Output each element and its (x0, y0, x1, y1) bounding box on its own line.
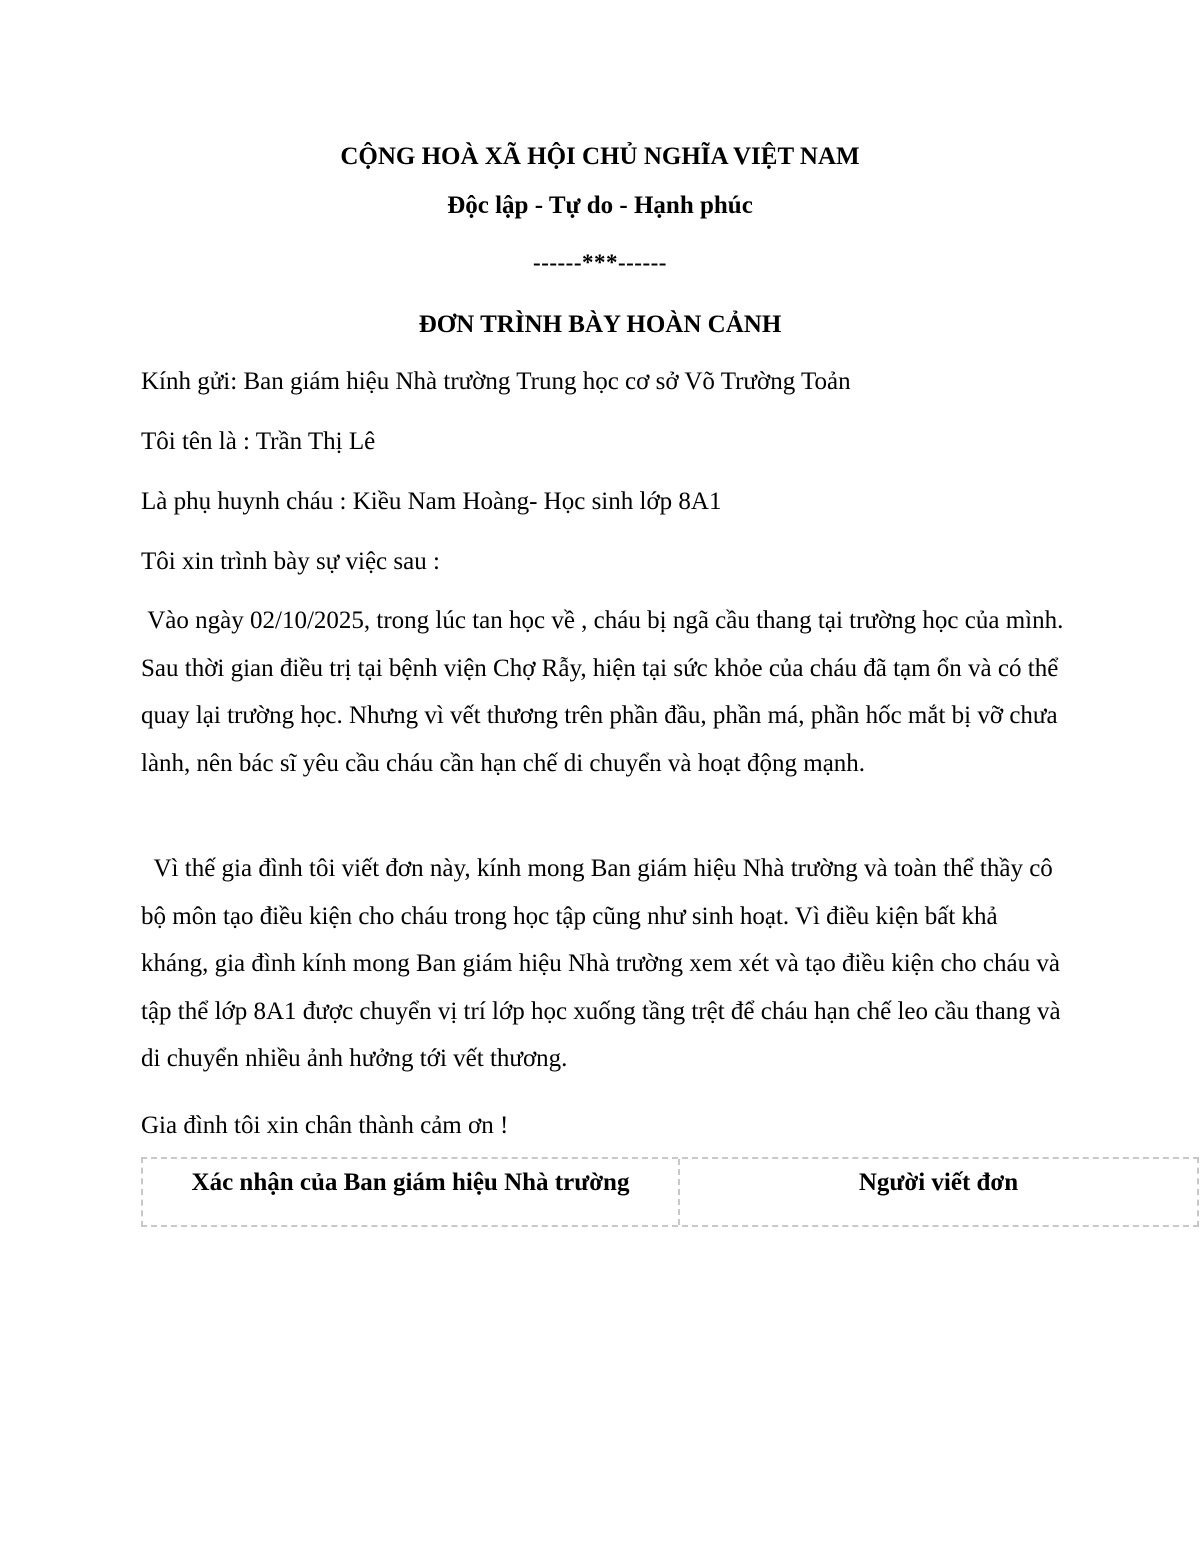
intro-line: Tôi xin trình bày sự việc sau : (141, 548, 440, 575)
parent-of-line: Là phụ huynh cháu : Kiều Nam Hoàng- Học sinh lớp 8A1 (141, 488, 722, 515)
body-paragraph-request: Vì thế gia đình tôi viết đơn này, kính mong Ban giám hiệu Nhà trường và toàn thể thầy cô bộ môn tạo điều kiện cho cháu trong học tập cũng như sinh hoạt. Vì điều kiện bất khả kháng, gia đình kính mong Ban giám hiệu Nhà trường xem xét và tạo điều kiện cho cháu và tập thể lớp 8A1 được chuyển vị trí lớp học xuống tầng trệt để cháu hạn chế leo cầu thang và di chuyển nhiều ảnh hưởng tới vết thương. (141, 855, 1067, 1072)
header-separator: ------***------ (533, 250, 667, 275)
sender-name-line: Tôi tên là : Trần Thị Lê (141, 428, 376, 455)
recipient-line: Kính gửi: Ban giám hiệu Nhà trường Trung học cơ sở Võ Trường Toản (141, 368, 851, 395)
national-motto: Độc lập - Tự do - Hạnh phúc (447, 192, 753, 219)
document-title: ĐƠN TRÌNH BÀY HOÀN CẢNH (418, 311, 782, 338)
signature-table (141, 1157, 1199, 1227)
body-paragraph-incident: Vào ngày 02/10/2025, trong lúc tan học về , cháu bị ngã cầu thang tại trường học của mình. Sau thời gian điều trị tại bệnh viện Chợ Rẫy, hiện tại sức khỏe của cháu đã tạm ổn và có thể quay lại trường học. Nhưng vì vết thương trên phần đầu, phần má, phần hốc mắt bị vỡ chưa lành, nên bác sĩ yêu cầu cháu cần hạn chế di chuyển và hoạt động mạnh. (141, 607, 1070, 777)
applicant-signature-cell: Người viết đơn (858, 1169, 1019, 1196)
national-title: CỘNG HOÀ XÃ HỘI CHỦ NGHĨA VIỆT NAM (340, 143, 860, 170)
closing-line: Gia đình tôi xin chân thành cảm ơn ! (141, 1112, 509, 1139)
school-confirmation-cell: Xác nhận của Ban giám hiệu Nhà trường (143, 1159, 680, 1225)
